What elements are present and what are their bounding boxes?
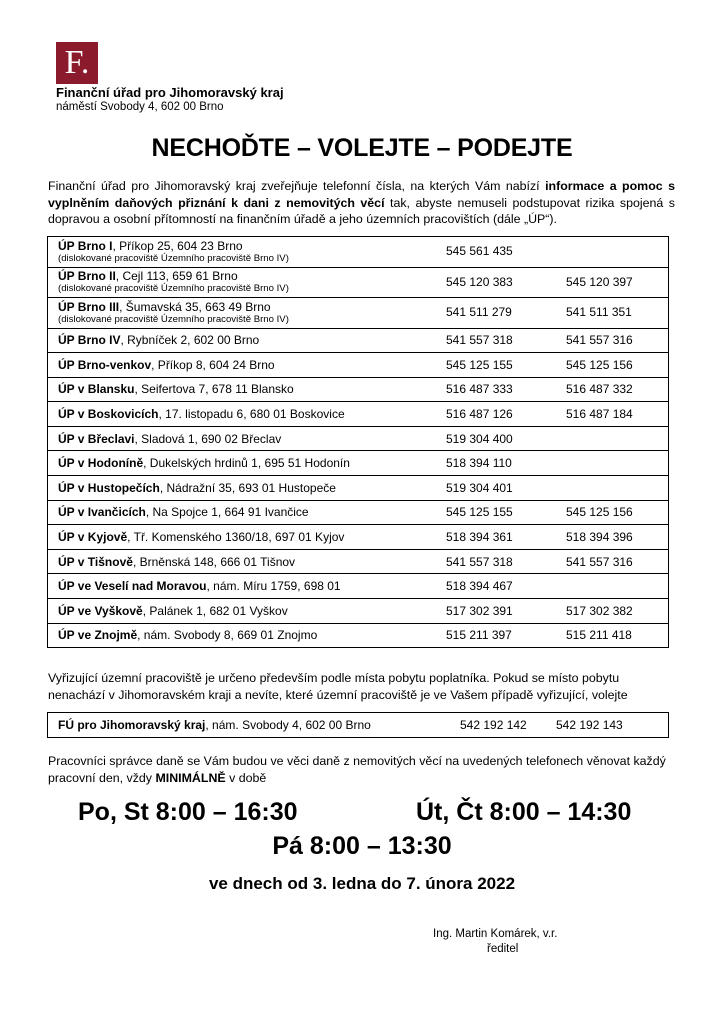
office-address: , nám. Míru 1759, 698 01 xyxy=(206,579,341,594)
office-phone-2: 545 125 156 xyxy=(556,500,669,525)
table-row xyxy=(48,623,669,648)
office-cell xyxy=(48,237,437,268)
office-cell xyxy=(48,298,437,329)
office-address: , Příkop 25, 604 23 Brno xyxy=(112,238,243,253)
intro-text-1: Finanční úřad pro Jihomoravský kraj zveřejňuje telefonní čísla, na kterých Vám nabízí xyxy=(48,179,546,193)
table-row xyxy=(48,377,669,402)
office-phone-2 xyxy=(556,476,669,501)
office-address: , Nádražní 35, 693 01 Hustopeče xyxy=(159,480,336,495)
table-row xyxy=(48,402,669,427)
table-row xyxy=(48,451,669,476)
intro-bold: informace a pomoc s vyplněním daňových přiznání k dani z nemovitých věcí xyxy=(48,179,675,210)
office-address: , 17. listopadu 6, 680 01 Boskovice xyxy=(158,407,345,422)
office-address: , Palánek 1, 682 01 Vyškov xyxy=(142,603,288,618)
office-phone-1: 545 125 155 xyxy=(436,500,556,525)
office-phone-2 xyxy=(556,237,669,268)
office-name: ÚP v Kyjově xyxy=(58,530,128,545)
office-phone-1: 541 557 318 xyxy=(436,549,556,574)
signature-role: ředitel xyxy=(487,943,519,955)
office-phone-1: 541 557 318 xyxy=(436,328,556,353)
office-address: , Na Spojce 1, 664 91 Ivančice xyxy=(145,505,309,520)
office-phone-1: 519 304 401 xyxy=(436,476,556,501)
office-name: ÚP Brno-venkov xyxy=(58,357,152,372)
office-phone-1: 518 394 361 xyxy=(436,525,556,550)
table-row xyxy=(48,476,669,501)
table-row xyxy=(48,328,669,353)
office-phone-1: 541 511 279 xyxy=(436,298,556,329)
table-row xyxy=(48,237,669,268)
offices-table xyxy=(47,236,669,648)
office-phone-2 xyxy=(556,574,669,599)
office-name: ÚP v Blansku xyxy=(58,382,135,397)
fu-office-cell xyxy=(48,713,451,738)
office-phone-1: 516 487 333 xyxy=(436,377,556,402)
office-phone-2: 518 394 396 xyxy=(556,525,669,550)
office-phone-2: 541 557 316 xyxy=(556,328,669,353)
office-address: , Cejl 113, 659 61 Brno xyxy=(115,269,238,284)
office-phone-2: 545 125 156 xyxy=(556,353,669,378)
fu-table xyxy=(47,712,669,738)
office-address: , Sladová 1, 690 02 Břeclav xyxy=(134,431,282,446)
table-row xyxy=(48,574,669,599)
office-cell xyxy=(48,623,437,648)
office-cell xyxy=(48,476,437,501)
fu-office-address: , nám. Svobody 4, 602 00 Brno xyxy=(205,718,371,732)
office-name: ÚP Brno I xyxy=(58,238,113,253)
office-cell xyxy=(48,377,437,402)
office-address: , Seifertova 7, 678 11 Blansko xyxy=(134,382,294,397)
office-name: ÚP v Hustopečích xyxy=(58,480,160,495)
office-phone-1: 515 211 397 xyxy=(436,623,556,648)
workers-bold: MINIMÁLNĚ xyxy=(155,770,226,785)
office-phone-2: 545 120 397 xyxy=(556,267,669,298)
hours-tue-thu: Út, Čt 8:00 – 14:30 xyxy=(416,798,632,826)
office-phone-1: 516 487 126 xyxy=(436,402,556,427)
workers-text-1: Pracovníci správce daně se Vám budou ve věci daně z nemovitých věcí na uvedených telefonech věnovat každý pracovní den, vždy xyxy=(48,754,666,785)
office-name: ÚP Brno III xyxy=(58,299,120,314)
table-row xyxy=(48,267,669,298)
note-paragraph: Vyřizující územní pracoviště je určeno především podle místa pobytu poplatníka. Pokud se místo pobytu nenachází v Jihomoravském kraji a nevíte, které územní pracoviště je ve Vašem případě vyřizující, volejte xyxy=(48,671,628,702)
intro-paragraph xyxy=(48,178,675,228)
office-name: ÚP v Břeclavi xyxy=(58,431,135,446)
office-name: ÚP v Boskovicích xyxy=(58,407,159,422)
office-address: , Tř. Komenského 1360/18, 697 01 Kyjov xyxy=(127,530,345,545)
fu-phone-1: 542 192 142 xyxy=(450,713,546,738)
office-name: ÚP v Hodoníně xyxy=(58,456,144,471)
org-name: Finanční úřad pro Jihomoravský kraj xyxy=(56,85,284,100)
table-row xyxy=(48,426,669,451)
office-address: , Rybníček 2, 602 00 Brno xyxy=(120,333,260,348)
office-name: ÚP Brno IV xyxy=(58,333,121,348)
workers-text-2: v době xyxy=(225,770,267,785)
office-name: ÚP ve Vyškově xyxy=(58,603,143,618)
period-text: ve dnech od 3. ledna do 7. února 2022 xyxy=(208,874,516,893)
office-cell xyxy=(48,599,437,624)
hours-mon-wed: Po, St 8:00 – 16:30 xyxy=(78,798,298,826)
table-row xyxy=(48,500,669,525)
table-row xyxy=(48,525,669,550)
office-name: ÚP ve Veselí nad Moravou xyxy=(58,579,207,594)
office-phone-1: 545 561 435 xyxy=(436,237,556,268)
office-name: ÚP Brno II xyxy=(58,269,116,284)
office-cell xyxy=(48,525,437,550)
office-cell xyxy=(48,574,437,599)
financni-urad-logo: F. xyxy=(56,42,98,84)
office-cell xyxy=(48,426,437,451)
fu-phone-2: 542 192 143 xyxy=(546,713,669,738)
fu-office-name: FÚ pro Jihomoravský kraj xyxy=(58,718,206,732)
office-phone-2: 517 302 382 xyxy=(556,599,669,624)
office-note: (dislokované pracoviště Územního pracoviště Brno IV) xyxy=(58,283,289,295)
hours-fri: Pá 8:00 – 13:30 xyxy=(272,832,452,860)
office-phone-1: 519 304 400 xyxy=(436,426,556,451)
office-note: (dislokované pracoviště Územního pracoviště Brno IV) xyxy=(58,252,289,264)
table-row xyxy=(48,713,669,738)
office-cell xyxy=(48,549,437,574)
table-row xyxy=(48,549,669,574)
table-row xyxy=(48,298,669,329)
office-phone-1: 518 394 467 xyxy=(436,574,556,599)
office-phone-2: 541 557 316 xyxy=(556,549,669,574)
office-note: (dislokované pracoviště Územního pracoviště Brno IV) xyxy=(58,313,289,325)
page-title: NECHOĎTE – VOLEJTE – PODEJTE xyxy=(151,134,573,162)
office-address: , Příkop 8, 604 24 Brno xyxy=(151,357,275,372)
org-address: náměstí Svobody 4, 602 00 Brno xyxy=(56,101,224,113)
office-address: , Dukelských hrdinů 1, 695 51 Hodonín xyxy=(143,456,350,471)
workers-paragraph xyxy=(48,753,678,786)
office-phone-2: 515 211 418 xyxy=(556,623,669,648)
office-address: , Šumavská 35, 663 49 Brno xyxy=(119,299,271,314)
office-phone-1: 517 302 391 xyxy=(436,599,556,624)
office-phone-2: 516 487 332 xyxy=(556,377,669,402)
office-name: ÚP ve Znojmě xyxy=(58,628,138,643)
table-row xyxy=(48,599,669,624)
office-phone-2 xyxy=(556,451,669,476)
office-cell xyxy=(48,402,437,427)
office-cell xyxy=(48,267,437,298)
office-phone-1: 545 125 155 xyxy=(436,353,556,378)
office-phone-2: 541 511 351 xyxy=(556,298,669,329)
intro-text-2: tak, abyste nemuseli podstupovat rizika spojená s dopravou a osobní přítomností na finančním úřadě a jeho územních pracovištích (dále „ÚP“). xyxy=(48,195,675,227)
table-row xyxy=(48,353,669,378)
office-address: , nám. Svobody 8, 669 01 Znojmo xyxy=(137,628,318,643)
office-phone-2 xyxy=(556,426,669,451)
office-name: ÚP v Ivančicích xyxy=(58,505,146,520)
office-cell xyxy=(48,451,437,476)
office-cell xyxy=(48,353,437,378)
office-phone-2: 516 487 184 xyxy=(556,402,669,427)
office-phone-1: 545 120 383 xyxy=(436,267,556,298)
office-name: ÚP v Tišnově xyxy=(58,554,133,569)
office-cell xyxy=(48,328,437,353)
signature-name: Ing. Martin Komárek, v.r. xyxy=(433,928,558,940)
office-address: , Brněnská 148, 666 01 Tišnov xyxy=(132,554,296,569)
office-phone-1: 518 394 110 xyxy=(436,451,556,476)
office-cell xyxy=(48,500,437,525)
